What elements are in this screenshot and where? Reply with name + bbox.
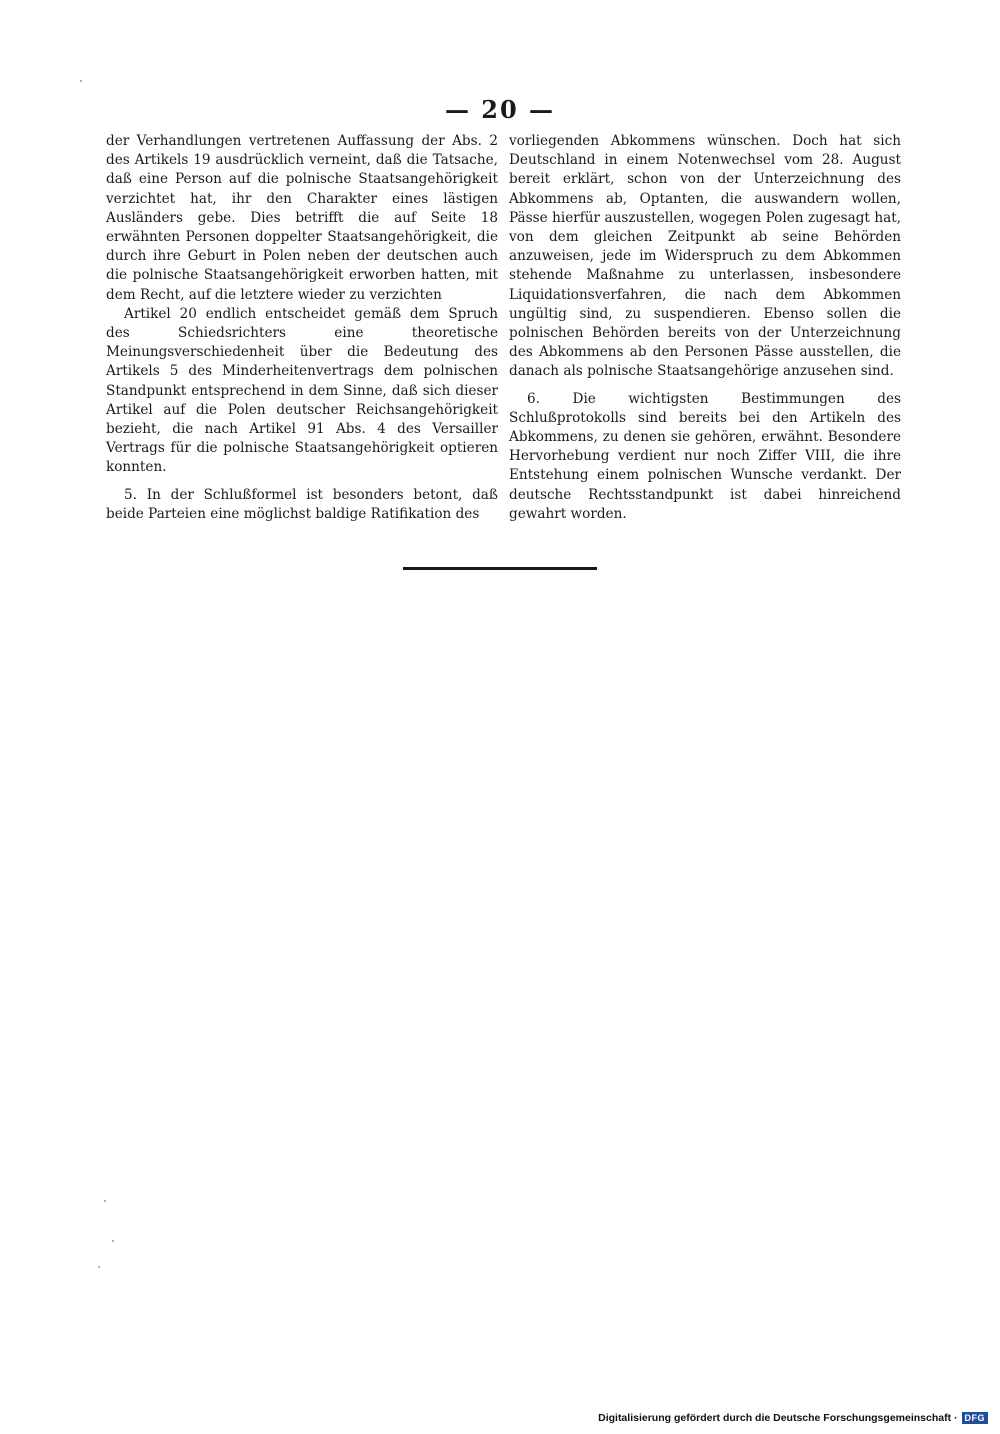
footer-text: Digitalisierung gefördert durch die Deutsche Forschungsgemeinschaft · [598, 1412, 958, 1424]
left-column [106, 132, 498, 524]
left-paragraph-2: Artikel 20 endlich entscheidet gemäß dem Spruch des Schiedsrichters eine theoretische Meinungsverschiedenheit über die Bedeutung des Artikels 5 des Minderheitenvertrags dem polnischen Standpunkt entsprechend in dem Sinne, daß sich dieser Artikel auf die Polen deutscher Reichsangehörigkeit bezieht, die nach Artikel 91 Abs. 4 des Versailler Vertrags für die polnische Staatsangehörigkeit optieren konnten. [106, 305, 498, 476]
dfg-logo-icon: DFG [962, 1412, 989, 1424]
left-paragraph-3: 5. In der Schlußformel ist besonders betont, daß beide Parteien eine möglichst baldige Ratifikation des [106, 486, 498, 522]
right-paragraph-1: vorliegenden Abkommens wünschen. Doch hat sich Deutschland in einem Notenwechsel vom 28. August bereit erklärt, schon von der Unterzeichnung des Abkommens ab, Optanten, die auswandern wollen, Pässe hierfür auszustellen, wogegen Polen zugesagt hat, von dem gleichen Zeitpunkt ab seine Behörden anzuweisen, jede im Widerspruch zu dem Abkommen stehende Maßnahme zu unterlassen, insbesondere Liquidationsverfahren, die nach dem Abkommen ungültig sind, zu suspendieren. Ebenso sollen die polnischen Behörden bereits von der Unterzeichnung des Abkommens ab den Personen Pässe ausstellen, die danach als polnische Staatsangehörige anzusehen sind. [509, 133, 901, 380]
scan-speck [104, 1200, 106, 1202]
digitization-footer [598, 1412, 988, 1424]
right-column [509, 132, 901, 524]
section-divider [403, 567, 597, 570]
right-paragraph-2: 6. Die wichtigsten Bestimmungen des Schlußprotokolls sind bereits bei den Artikeln des Abkommens, zu denen sie gehören, erwähnt. Besondere Hervorhebung verdient nur noch Ziffer VIII, die ihre Entstehung einem polnischen Wunsche verdankt. Der deutsche Rechtsstandpunkt ist dabei hinreichend gewahrt worden. [509, 390, 901, 522]
left-paragraph-1: der Verhandlungen vertretenen Auffassung der Abs. 2 des Artikels 19 ausdrücklich verneint, daß die Tatsache, daß eine Person auf die polnische Staatsangehörigkeit verzichtet hat, ihr den Charakter eines lästigen Ausländers gebe. Dies betrifft die auf Seite 18 erwähnten Personen doppelter Staatsangehörigkeit, die durch ihre Geburt in Polen neben der deutschen auch die polnische Staatsangehörigkeit erworben hatten, mit dem Recht, auf die letztere wieder zu verzichten [106, 133, 498, 303]
scan-speck [98, 1266, 100, 1268]
page-number: — 20 — [444, 95, 556, 124]
scan-speck [112, 1240, 114, 1242]
scan-speck [80, 80, 82, 82]
